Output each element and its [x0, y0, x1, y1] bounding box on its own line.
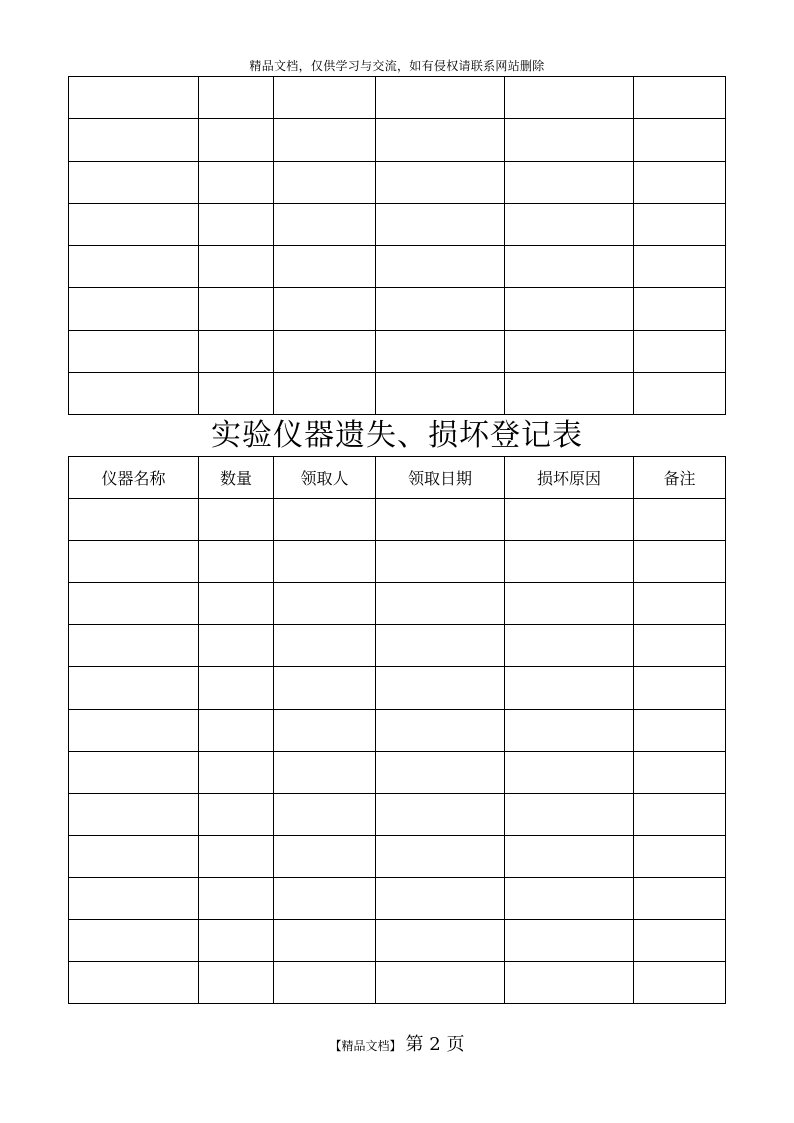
table-row [69, 962, 726, 1004]
table-cell [199, 962, 274, 1004]
table-cell [199, 330, 274, 372]
table-row [69, 709, 726, 751]
table-cell [69, 667, 199, 709]
table-cell [505, 793, 634, 835]
table-cell [69, 373, 199, 415]
table-cell [634, 541, 726, 583]
table-row [69, 667, 726, 709]
column-header-quantity: 数量 [199, 457, 274, 499]
table-header-row [69, 457, 726, 499]
table-cell [274, 625, 376, 667]
table-cell [199, 541, 274, 583]
table-cell [505, 499, 634, 541]
table-cell [274, 920, 376, 962]
page-number: 第 2 页 [405, 1034, 465, 1055]
table-cell [505, 583, 634, 625]
table-cell [199, 77, 274, 119]
table-cell [69, 751, 199, 793]
table-cell [634, 625, 726, 667]
table-cell [69, 119, 199, 161]
table-cell [634, 77, 726, 119]
table-cell [274, 203, 376, 245]
table-row [69, 625, 726, 667]
table-cell [634, 246, 726, 288]
column-header-receive-date: 领取日期 [376, 457, 505, 499]
table-cell [505, 709, 634, 751]
table-cell [634, 920, 726, 962]
table-cell [274, 499, 376, 541]
table-cell [199, 119, 274, 161]
table-cell [376, 330, 505, 372]
table-cell [69, 541, 199, 583]
table-cell [274, 583, 376, 625]
table-cell [274, 709, 376, 751]
table-cell [199, 246, 274, 288]
table-cell [376, 751, 505, 793]
table-cell [274, 77, 376, 119]
table-cell [199, 835, 274, 877]
table-cell [69, 835, 199, 877]
table-cell [376, 161, 505, 203]
table-cell [69, 288, 199, 330]
table-cell [274, 119, 376, 161]
table-cell [69, 920, 199, 962]
table-row [69, 373, 726, 415]
table-row [69, 499, 726, 541]
table-row [69, 793, 726, 835]
table-cell [274, 541, 376, 583]
table-cell [634, 793, 726, 835]
table-cell [505, 835, 634, 877]
registration-table [68, 456, 726, 1004]
table-cell [634, 161, 726, 203]
table-cell [274, 667, 376, 709]
table-cell [505, 751, 634, 793]
table-cell [69, 793, 199, 835]
table-cell [634, 499, 726, 541]
column-header-remarks: 备注 [634, 457, 726, 499]
table-row [69, 877, 726, 919]
table-cell [376, 667, 505, 709]
table-cell [376, 835, 505, 877]
table-cell [199, 288, 274, 330]
table-cell [69, 203, 199, 245]
table-cell [505, 625, 634, 667]
table-cell [69, 499, 199, 541]
table-cell [634, 709, 726, 751]
table-cell [274, 373, 376, 415]
table-cell [69, 962, 199, 1004]
table-row [69, 77, 726, 119]
table-cell [376, 246, 505, 288]
table-cell [69, 709, 199, 751]
table-cell [505, 667, 634, 709]
table-cell [634, 373, 726, 415]
table-cell [199, 161, 274, 203]
table-cell [274, 288, 376, 330]
table-cell [505, 877, 634, 919]
page-footer [0, 1033, 794, 1058]
table-cell [505, 119, 634, 161]
column-header-damage-reason: 损坏原因 [505, 457, 634, 499]
table-cell [274, 751, 376, 793]
table-cell [376, 373, 505, 415]
table-row [69, 835, 726, 877]
table-cell [199, 877, 274, 919]
table-cell [505, 962, 634, 1004]
table-cell [199, 667, 274, 709]
table-row [69, 330, 726, 372]
table-cell [505, 330, 634, 372]
table-cell [199, 625, 274, 667]
header-note: 精品文档，仅供学习与交流，如有侵权请联系网站删除 [249, 59, 545, 73]
table-cell [376, 541, 505, 583]
table-cell [634, 877, 726, 919]
table-cell [199, 920, 274, 962]
table-cell [274, 246, 376, 288]
table-cell [69, 583, 199, 625]
table-cell [376, 877, 505, 919]
column-header-instrument-name: 仪器名称 [69, 457, 199, 499]
table-cell [505, 541, 634, 583]
table-cell [634, 835, 726, 877]
table-cell [69, 625, 199, 667]
table-cell [634, 119, 726, 161]
table-cell [634, 288, 726, 330]
table-cell [274, 962, 376, 1004]
table-cell [69, 877, 199, 919]
table-cell [376, 203, 505, 245]
table-row [69, 583, 726, 625]
table-cell [376, 499, 505, 541]
table-cell [505, 373, 634, 415]
table-cell [376, 119, 505, 161]
table-cell [199, 793, 274, 835]
table-cell [376, 625, 505, 667]
table-cell [199, 203, 274, 245]
table-cell [199, 373, 274, 415]
table-cell [199, 709, 274, 751]
table-row [69, 288, 726, 330]
table-cell [69, 161, 199, 203]
table-row [69, 541, 726, 583]
footer-label: 【精品文档】 [329, 1039, 402, 1053]
table-cell [634, 962, 726, 1004]
table-cell [634, 667, 726, 709]
table-cell [69, 77, 199, 119]
table-cell [69, 330, 199, 372]
table-cell [274, 330, 376, 372]
table-cell [505, 246, 634, 288]
table-cell [505, 203, 634, 245]
table-cell [376, 920, 505, 962]
table-row [69, 161, 726, 203]
table-cell [376, 583, 505, 625]
table-cell [634, 330, 726, 372]
table-cell [69, 246, 199, 288]
column-header-recipient: 领取人 [274, 457, 376, 499]
table-cell [634, 583, 726, 625]
table-cell [505, 161, 634, 203]
table-cell [376, 709, 505, 751]
table-cell [505, 920, 634, 962]
table-cell [505, 77, 634, 119]
table-cell [199, 751, 274, 793]
table-row [69, 246, 726, 288]
table-cell [274, 877, 376, 919]
table-cell [199, 583, 274, 625]
table-cell [376, 77, 505, 119]
table-cell [274, 793, 376, 835]
page-title: 实验仪器遗失、损坏登记表 [211, 418, 583, 453]
table-row [69, 920, 726, 962]
table-row [69, 119, 726, 161]
table-cell [274, 161, 376, 203]
table-cell [376, 962, 505, 1004]
table-row [69, 203, 726, 245]
table-cell [274, 835, 376, 877]
table-cell [634, 751, 726, 793]
table-row [69, 751, 726, 793]
table-cell [376, 793, 505, 835]
continued-table [68, 76, 726, 415]
table-cell [505, 288, 634, 330]
table-cell [376, 288, 505, 330]
table-cell [199, 499, 274, 541]
table-cell [634, 203, 726, 245]
